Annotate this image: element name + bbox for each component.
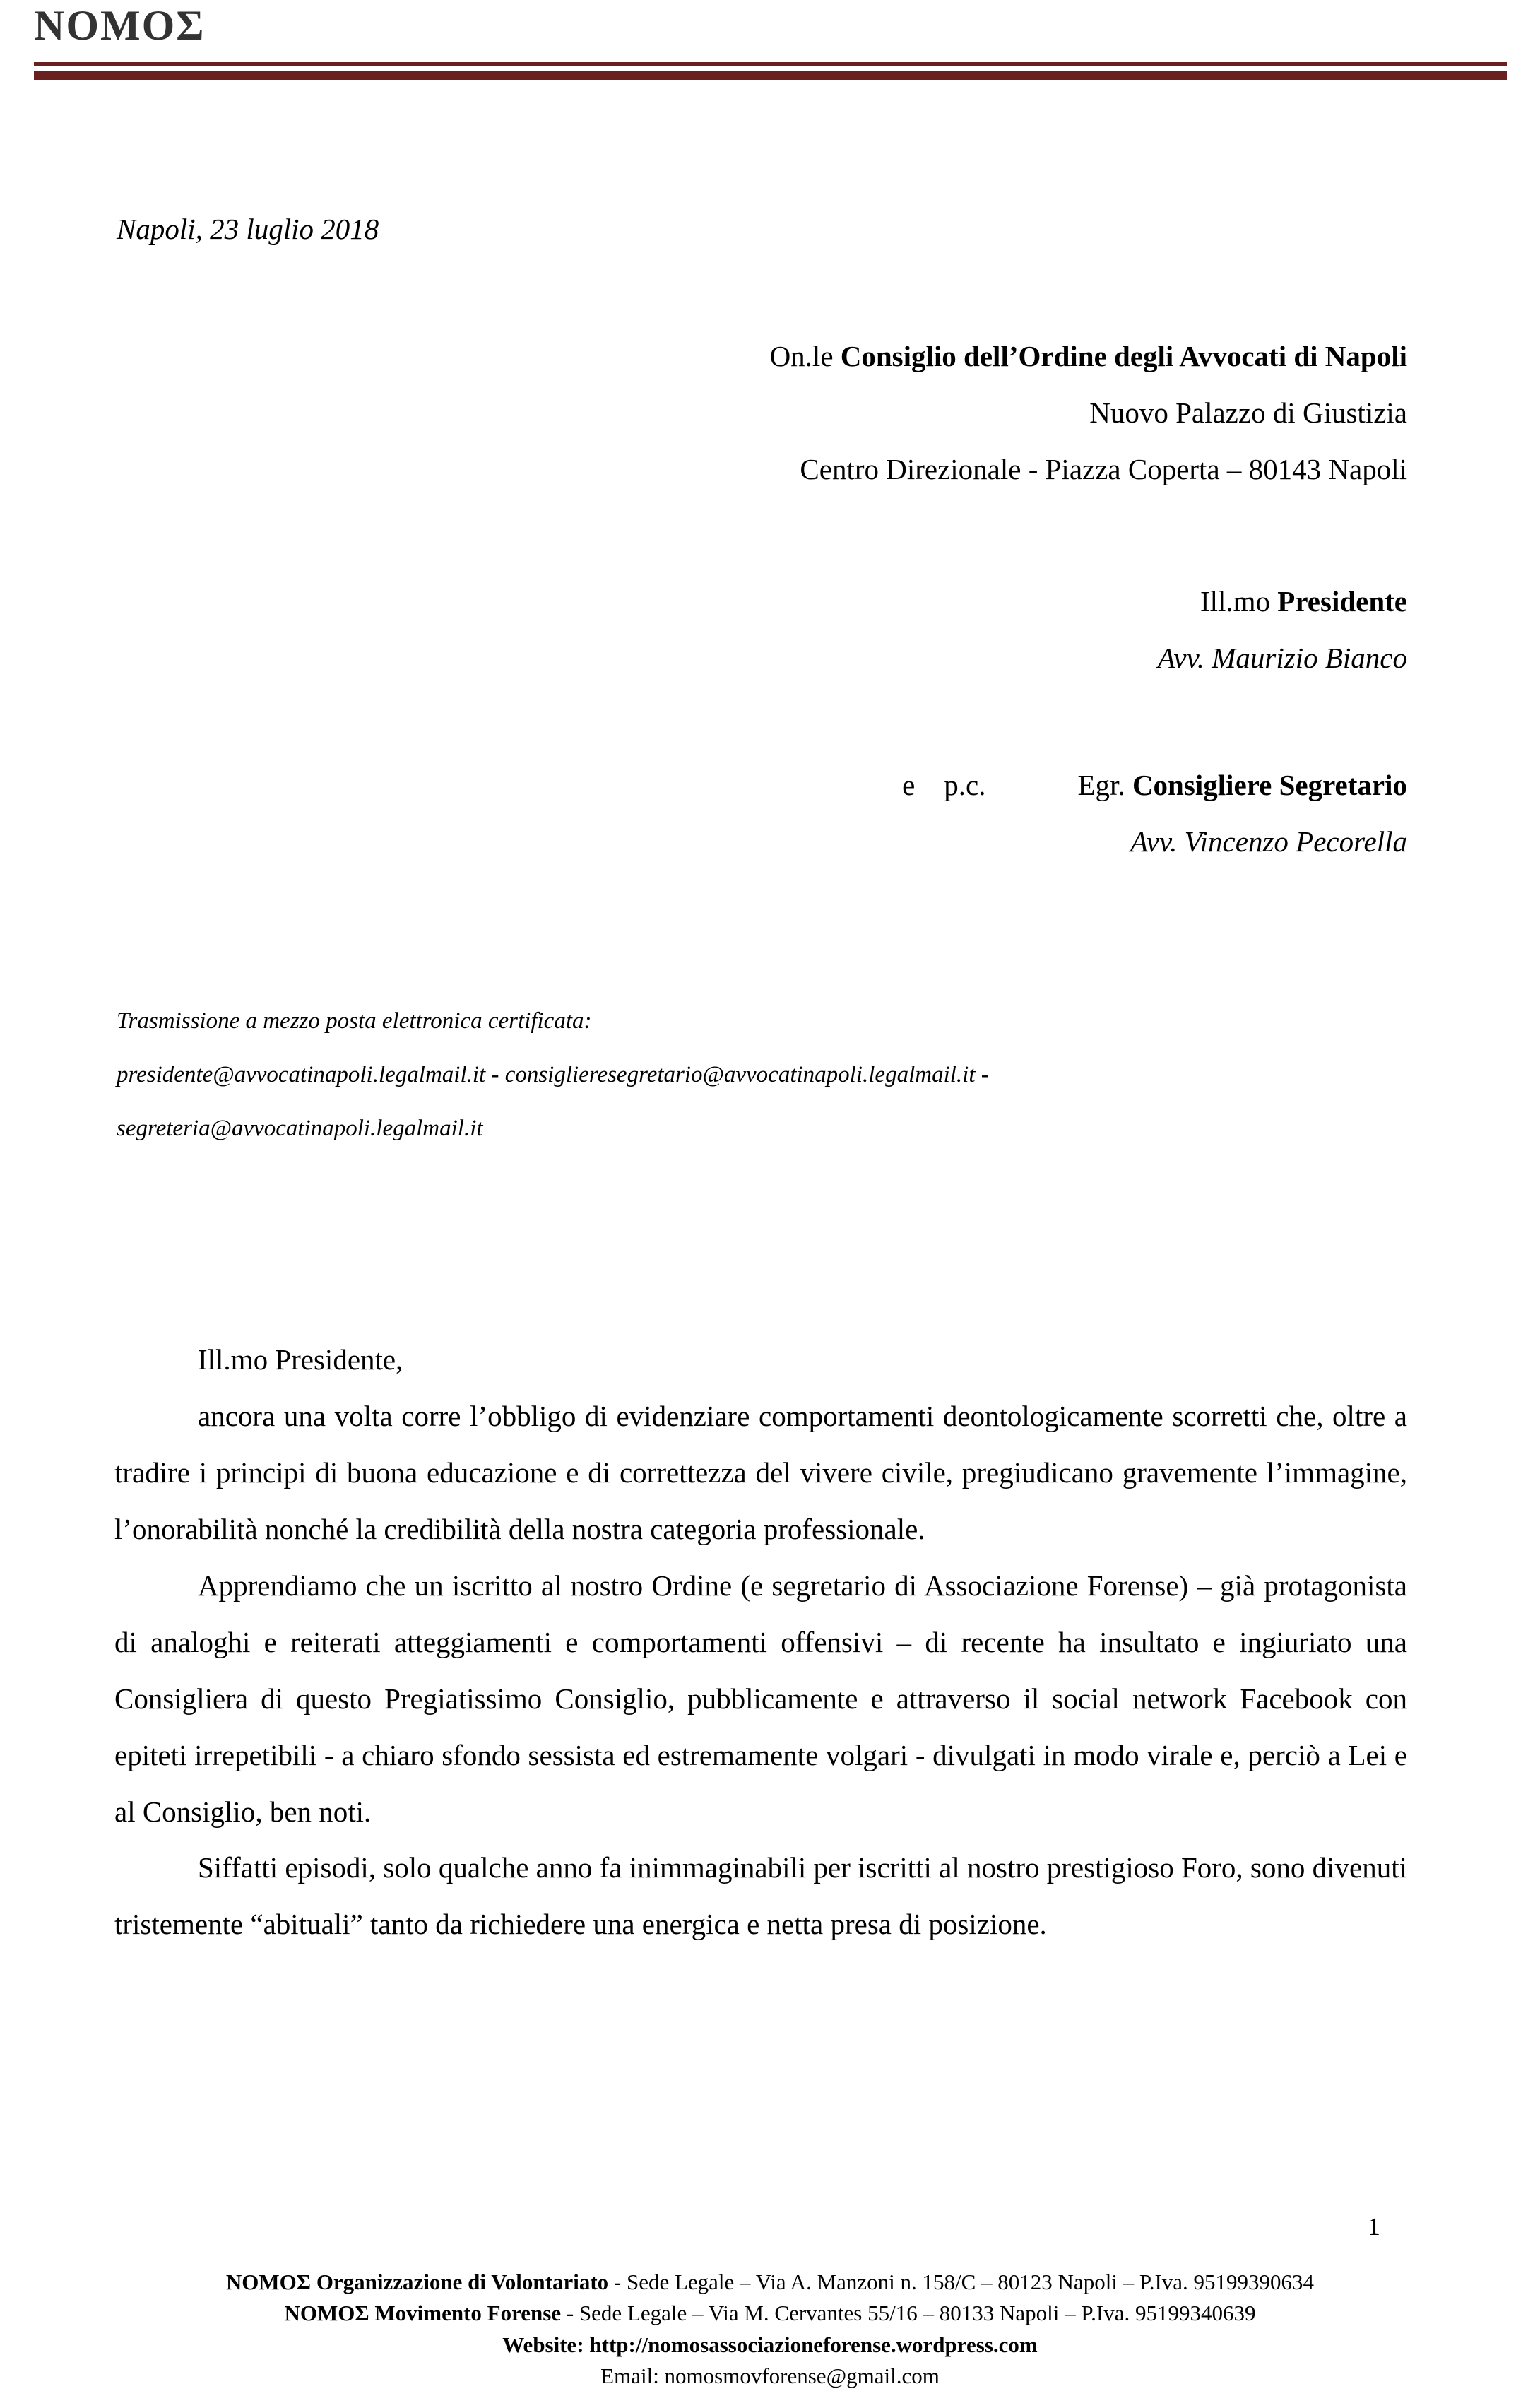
header-rule-thick xyxy=(34,71,1507,80)
footer xyxy=(0,2267,1540,2392)
body-paragraph-2: Apprendiamo che un iscritto al nostro Ordine (e segretario di Associazione Forense) – già protagonista di analoghi e reiterati atteggiamenti e comportamenti offensivi – di recente ha insultato e ingiuriato una Consigliera di questo Pregiatissimo Consiglio, pubblicamente e attraverso il social network Facebook con epiteti irrepetibili - a chiaro sfondo sessista ed estremamente volgari - divulgati in modo virale e, perciò a Lei e al Consiglio, ben noti. xyxy=(114,1569,1407,1828)
footer-email-line[interactable]: Email: nomosmovforense@gmail.com xyxy=(600,2363,940,2388)
pec-heading: Trasmissione a mezzo posta elettronica certificata: xyxy=(117,1008,592,1034)
president-honorific: Ill.mo xyxy=(1200,585,1278,618)
letter-body xyxy=(114,1332,1407,1953)
salutation: Ill.mo Presidente, xyxy=(198,1343,403,1376)
president-title-line xyxy=(551,574,1407,630)
cc-label: e p.c. xyxy=(902,769,986,801)
addressee-line-2: Nuovo Palazzo di Giustizia xyxy=(1089,396,1407,429)
cc-name: Avv. Vincenzo Pecorella xyxy=(1130,825,1407,858)
body-paragraph-3: Siffatti episodi, solo qualche anno fa inimmaginabili per iscritti al nostro prestigioso Foro, sono divenuti tristemente “abituali” tanto da richiedere una energica e netta presa di posizione. xyxy=(114,1851,1407,1941)
president-title: Presidente xyxy=(1277,585,1407,618)
recipient-cc-block xyxy=(551,757,1407,870)
footer-website-line xyxy=(0,2330,1540,2361)
footer-org-1: Organizzazione di Volontariato xyxy=(311,2270,609,2294)
addressee-line-3: Centro Direzionale - Piazza Coperta – 80143 Napoli xyxy=(800,452,1407,485)
addressee-organization: Consiglio dell’Ordine degli Avvocati di Napoli xyxy=(840,340,1407,372)
cc-title-group xyxy=(1078,757,1407,814)
header-rule-thin xyxy=(34,62,1507,66)
pec-transmission-block xyxy=(117,995,1416,1156)
footer-line-2 xyxy=(0,2298,1540,2329)
addressee-block xyxy=(268,329,1407,498)
footer-org-2: Movimento Forense xyxy=(369,2301,562,2326)
cc-honorific: Egr. xyxy=(1077,769,1132,801)
footer-logo-1: ΝΟΜΟΣ xyxy=(225,2270,312,2294)
date-line: Napoli, 23 luglio 2018 xyxy=(117,213,379,245)
president-name: Avv. Maurizio Bianco xyxy=(1157,641,1407,674)
footer-website-url[interactable]: http://nomosassociazioneforense.wordpress.com xyxy=(589,2332,1038,2357)
footer-address-2: - Sede Legale – Via M. Cervantes 55/16 – 80133 Napoli – P.Iva. 95199340639 xyxy=(561,2301,1256,2326)
pec-addresses-line-2: segreteria@avvocatinapoli.legalmail.it xyxy=(117,1115,483,1141)
addressee-line-1 xyxy=(268,329,1407,385)
footer-address-1: - Sede Legale – Via A. Manzoni n. 158/C – 80123 Napoli – P.Iva. 95199390634 xyxy=(608,2270,1315,2294)
body-paragraph-1: ancora una volta corre l’obbligo di evidenziare comportamenti deontologicamente scorretti che, oltre a tradire i principi di buona educazione e di correttezza del vivere civile, pregiudicano gravemente l’immagine, l’onorabilità nonché la credibilità della nostra categoria professionale. xyxy=(114,1399,1407,1545)
addressee-honorific: On.le xyxy=(769,340,841,372)
letterhead xyxy=(0,0,1540,85)
footer-website-label: Website: xyxy=(502,2332,590,2357)
page-number: 1 xyxy=(1368,2212,1380,2241)
nomos-logo: ΝΟΜΟΣ xyxy=(34,2,206,49)
cc-title: Consigliere Segretario xyxy=(1132,769,1407,801)
footer-line-1 xyxy=(0,2267,1540,2298)
pec-addresses-line-1: presidente@avvocatinapoli.legalmail.it - consiglieresegretario@avvocatinapoli.legalmail.it - xyxy=(117,1061,989,1087)
footer-logo-2: ΝΟΜΟΣ xyxy=(284,2301,369,2326)
cc-title-line xyxy=(551,757,1407,814)
recipient-president-block xyxy=(551,574,1407,687)
